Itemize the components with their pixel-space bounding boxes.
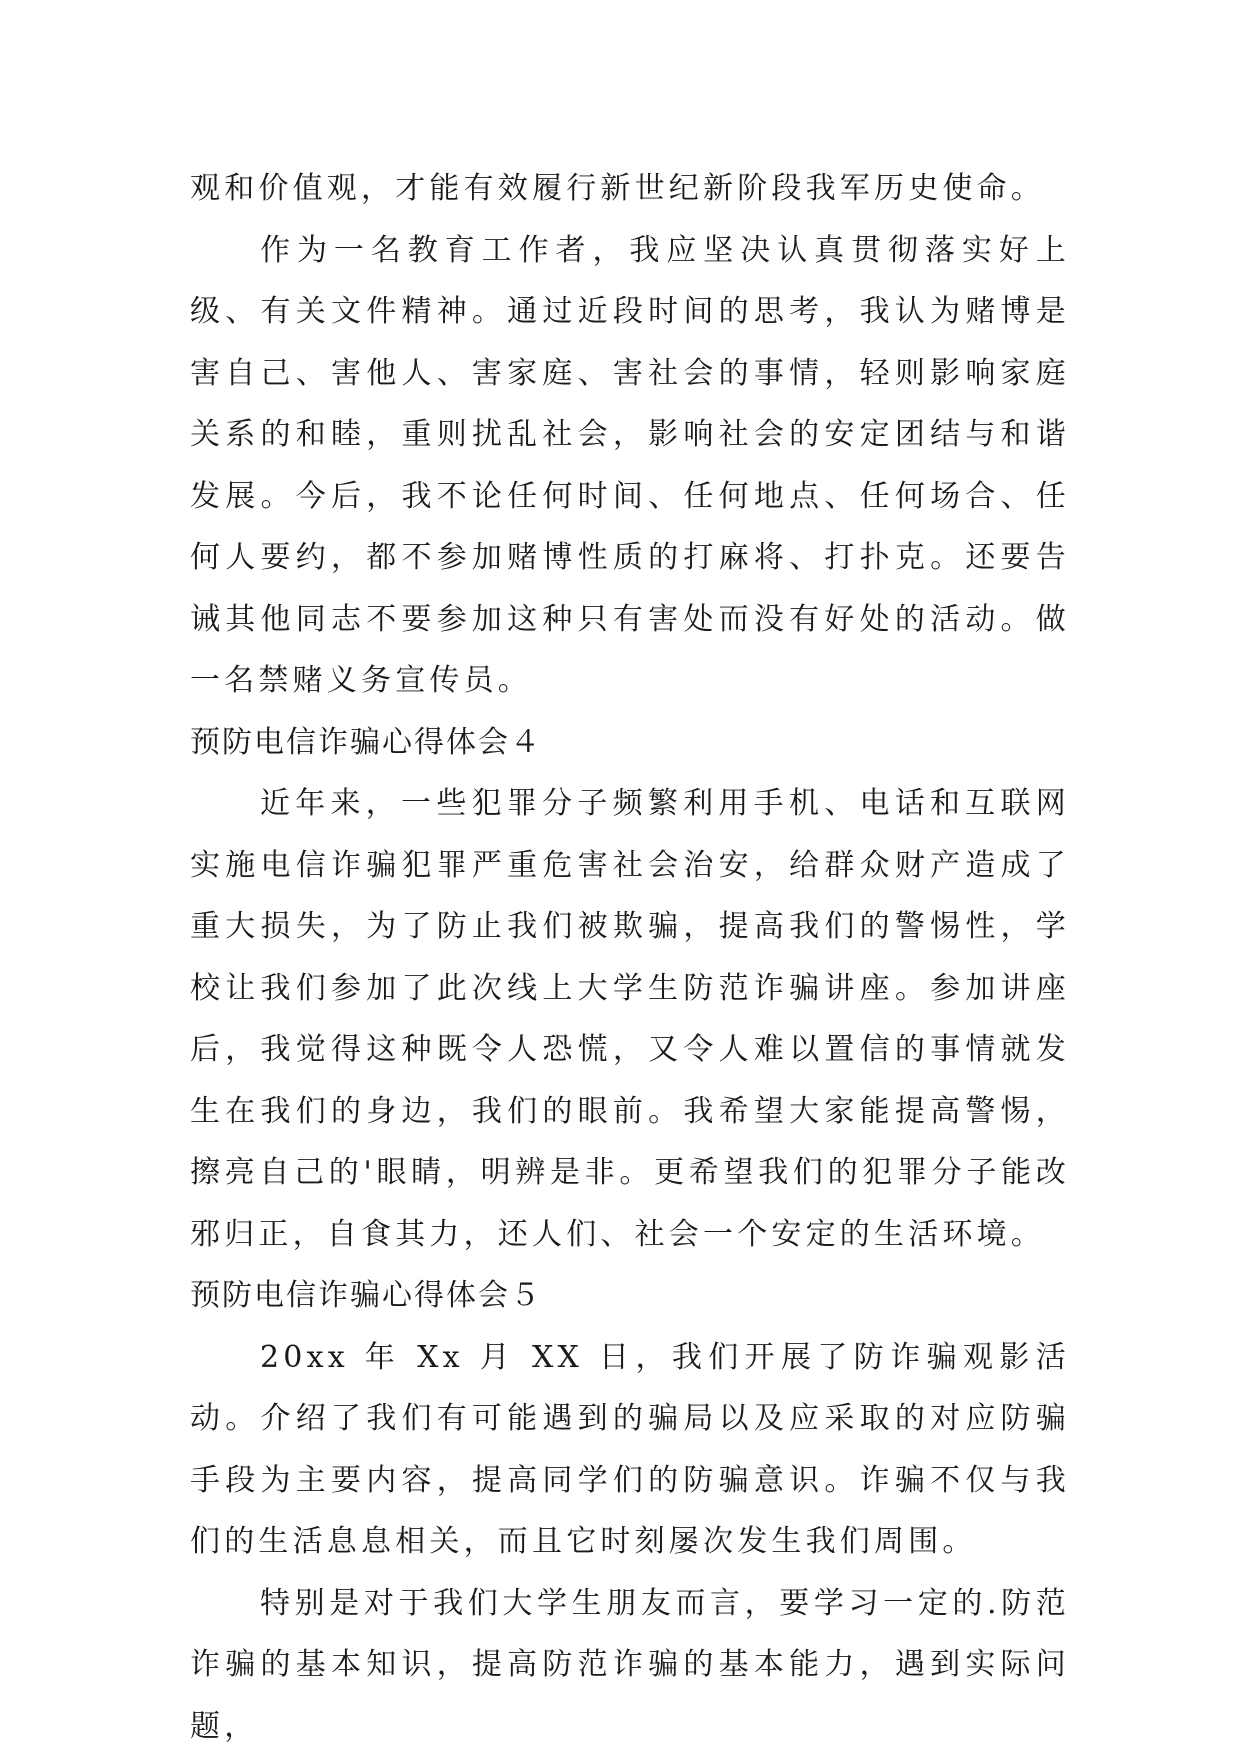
paragraph-anti-fraud-screening: 20xx 年 Xx 月 XX 日，我们开展了防诈骗观影活动。介绍了我们有可能遇到的骗局以及应采取的对应防骗手段为主要内容，提高同学们的防骗意识。诈骗不仅与我们的生活息息相关，而且它时刻屡次发生我们周围。 bbox=[190, 1327, 1070, 1573]
section-heading-5: 预防电信诈骗心得体会５ bbox=[190, 1265, 1070, 1327]
paragraph-gambling-pledge: 作为一名教育工作者，我应坚决认真贯彻落实好上级、有关文件精神。通过近段时间的思考，我认为赌博是害自己、害他人、害家庭、害社会的事情，轻则影响家庭关系的和睦，重则扰乱社会，影响社会的安定团结与和谐发展。今后，我不论任何时间、任何地点、任何场合、任何人要约，都不参加赌博性质的打麻将、打扑克。还要告诫其他同志不要参加这种只有害处而没有好处的活动。做一名禁赌义务宣传员。 bbox=[190, 220, 1070, 712]
paragraph-telecom-fraud-lecture: 近年来，一些犯罪分子频繁利用手机、电话和互联网实施电信诈骗犯罪严重危害社会治安，给群众财产造成了重大损失，为了防止我们被欺骗，提高我们的警惕性，学校让我们参加了此次线上大学生防范诈骗讲座。参加讲座后，我觉得这种既令人恐慌，又令人难以置信的事情就发生在我们的身边，我们的眼前。我希望大家能提高警惕，擦亮自己的'眼睛，明辨是非。更希望我们的犯罪分子能改邪归正，自食其力，还人们、社会一个安定的生活环境。 bbox=[190, 773, 1070, 1265]
section-heading-4: 预防电信诈骗心得体会４ bbox=[190, 712, 1070, 774]
paragraph-continuation: 观和价值观，才能有效履行新世纪新阶段我军历史使命。 bbox=[190, 158, 1070, 220]
document-body bbox=[190, 158, 1070, 1757]
paragraph-student-prevention: 特别是对于我们大学生朋友而言，要学习一定的.防范诈骗的基本知识，提高防范诈骗的基本能力，遇到实际问题， bbox=[190, 1573, 1070, 1757]
